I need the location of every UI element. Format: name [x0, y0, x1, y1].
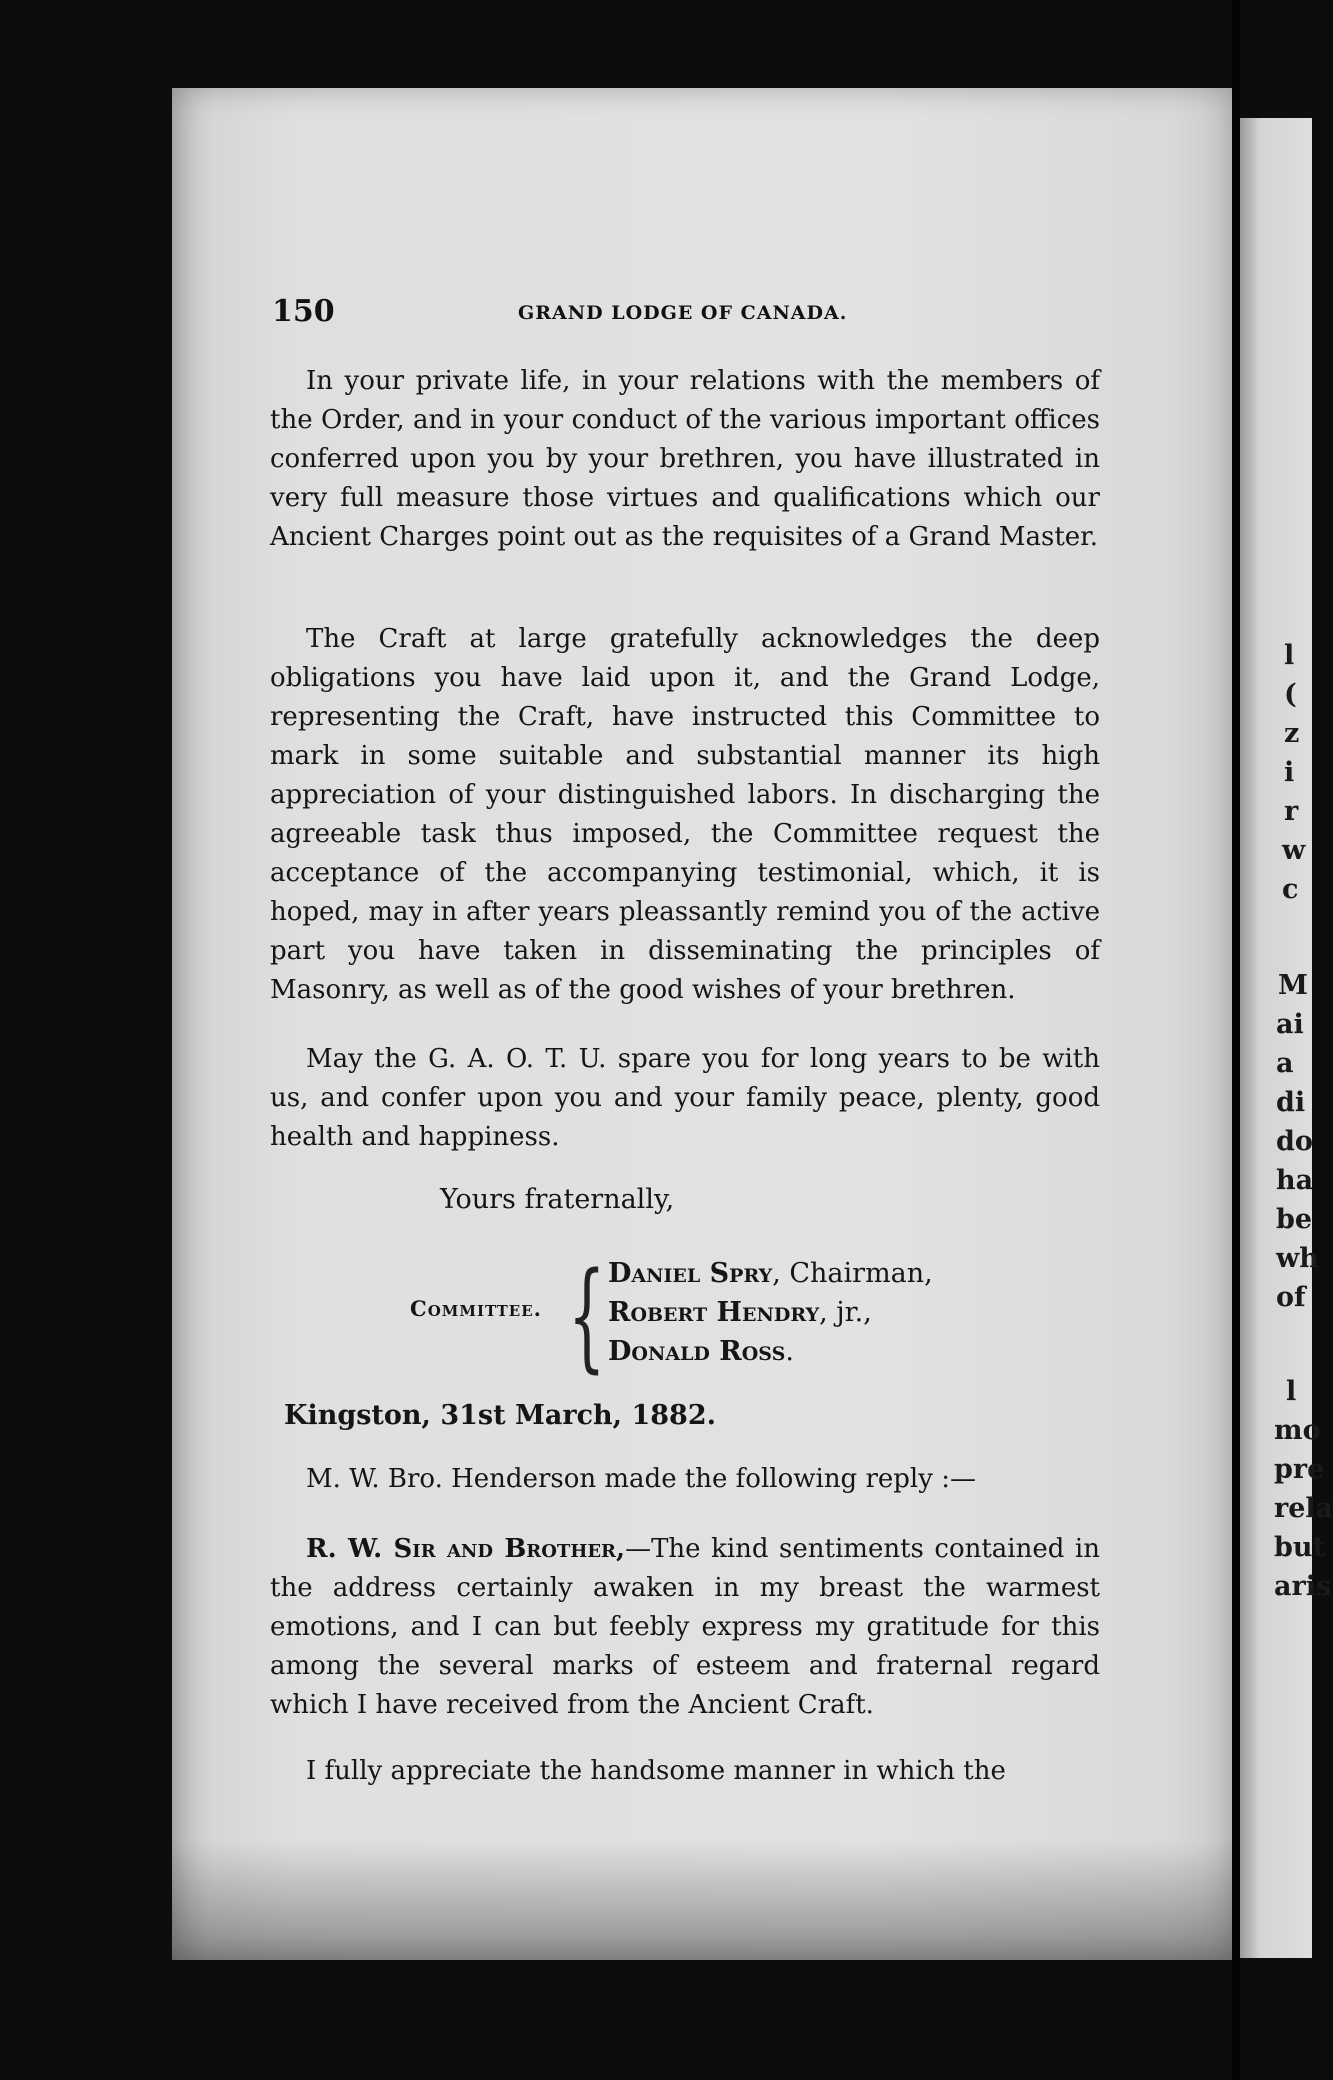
- committee-members: [608, 1254, 933, 1371]
- facing-fragment: w: [1282, 835, 1306, 866]
- closing-salutation: Yours fraternally,: [440, 1184, 675, 1215]
- brace-symbol: {: [568, 1246, 606, 1384]
- facing-fragment: i: [1284, 757, 1295, 788]
- paragraph-2: [270, 620, 1100, 1010]
- facing-page: [1240, 118, 1333, 1958]
- facing-fragment: but: [1274, 1532, 1325, 1563]
- reply-paragraph: [270, 1530, 1100, 1725]
- committee-member: Donald Ross.: [608, 1336, 794, 1367]
- dateline: Kingston, 31st March, 1882.: [284, 1400, 717, 1431]
- committee-label: Committee.: [410, 1296, 542, 1321]
- reply-intro-text: M. W. Bro. Henderson made the following reply :—: [306, 1464, 976, 1494]
- facing-fragment: ha: [1276, 1165, 1314, 1196]
- facing-fragment: a: [1276, 1048, 1294, 1079]
- facing-fragment: M: [1278, 970, 1308, 1001]
- facing-fragment: of: [1276, 1282, 1306, 1313]
- reply-text: [270, 1530, 1100, 1725]
- facing-fragment: mo: [1274, 1415, 1321, 1446]
- running-head: [272, 294, 1094, 340]
- last-line: [270, 1752, 1100, 1791]
- committee-member: Robert Hendry, jr.,: [608, 1297, 872, 1328]
- reply-intro: [270, 1460, 1100, 1499]
- committee-member: Daniel Spry, Chairman,: [608, 1258, 933, 1289]
- body-paragraph: The Craft at large gratefully acknowledges the deep obligations you have laid upon it, and the Grand Lodge, representing the Craft, have instructed this Committee to mark in some suitable and substantial manner its high appreciation of your distinguished labors. In discharging the agreeable task thus imposed, the Committee request the acceptance of the accompanying testimonial, which, it is hoped, may in after years pleassantly remind you of the active part you have taken in disseminating the principles of Masonry, as well as of the good wishes of your brethren.: [270, 624, 1100, 1005]
- running-title: GRAND LODGE OF CANADA.: [518, 302, 848, 324]
- paragraph-3: [270, 1040, 1100, 1157]
- facing-fragment: l: [1286, 1376, 1297, 1407]
- facing-fragment: z: [1284, 718, 1300, 749]
- facing-fragment: do: [1276, 1126, 1313, 1157]
- reply-body: —The kind sentiments contained in the address certainly awaken in my breast the warmest emotions, and I can but feebly express my gratitude for this among the several marks of esteem and fraternal regard which I have received from the Ancient Craft.: [270, 1534, 1100, 1720]
- facing-fragment: ai: [1276, 1009, 1304, 1040]
- facing-fragment: wh: [1276, 1243, 1319, 1274]
- paragraph-1: [270, 362, 1100, 557]
- facing-fragment: be: [1276, 1204, 1313, 1235]
- facing-fragment: (: [1284, 679, 1297, 710]
- book-gutter: [1232, 0, 1240, 2080]
- facing-fragment: pre: [1274, 1454, 1325, 1485]
- reply-salutation: R. W. Sir and Brother,: [306, 1534, 626, 1564]
- body-paragraph: In your private life, in your relations with the members of the Order, and in your conduct of the various important offices conferred upon you by your brethren, you have illustrated in very full measure those virtues and qualifications which our Ancient Charges point out as the requisites of a Grand Master.: [270, 366, 1100, 552]
- last-line-text: I fully appreciate the handsome manner in which the: [306, 1756, 1006, 1786]
- facing-fragment: di: [1276, 1087, 1306, 1118]
- facing-fragment: aris: [1274, 1571, 1332, 1602]
- page-number: 150: [272, 294, 335, 329]
- facing-fragment: c: [1282, 874, 1299, 905]
- body-paragraph: May the G. A. O. T. U. spare you for long years to be with us, and confer upon you and your family peace, plenty, good health and happiness.: [270, 1044, 1100, 1152]
- facing-fragment: r: [1284, 796, 1299, 827]
- facing-fragment: rela: [1274, 1493, 1333, 1524]
- facing-fragment: l: [1284, 640, 1295, 671]
